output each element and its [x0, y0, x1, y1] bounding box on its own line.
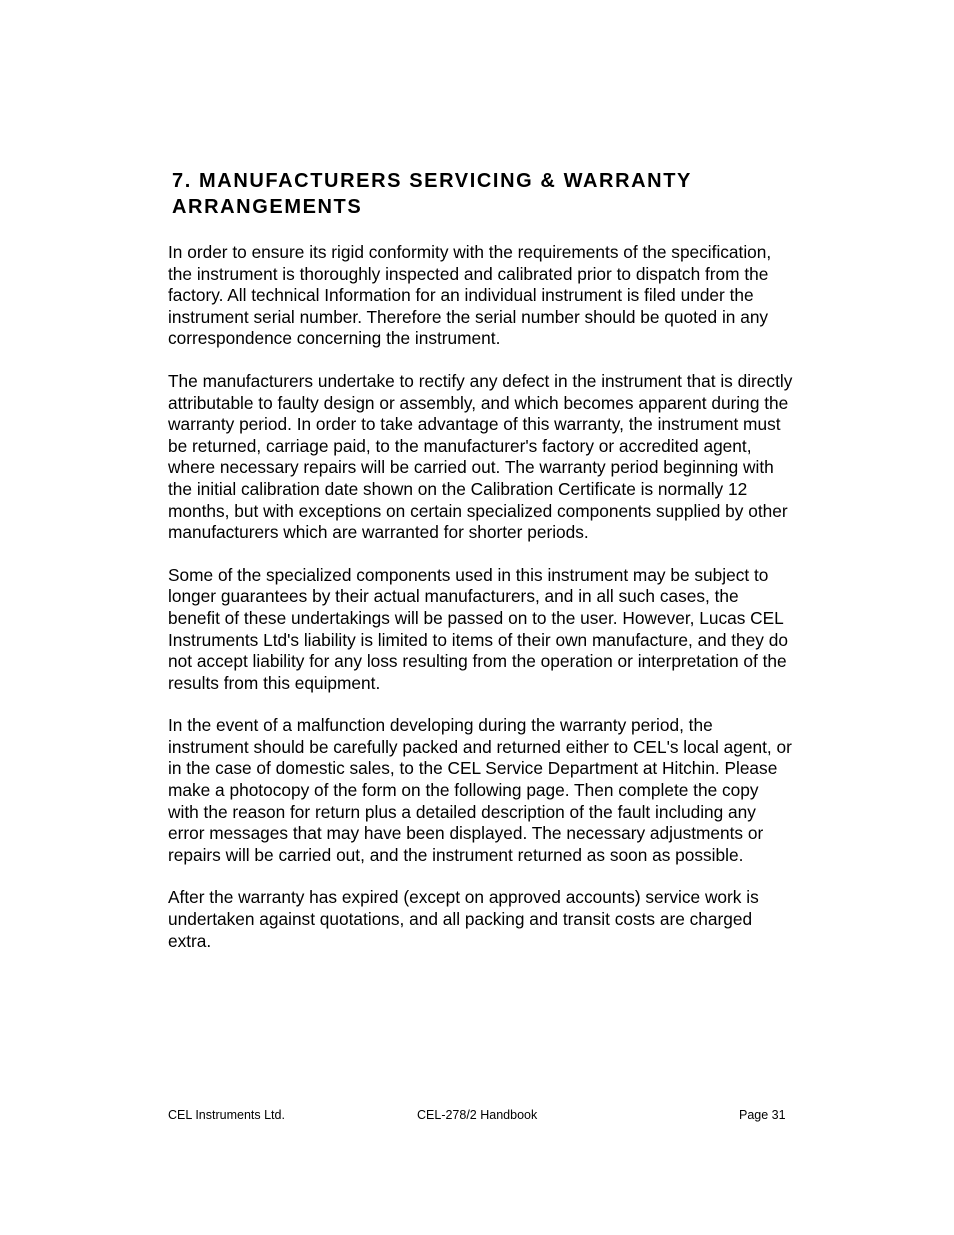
section-heading-line-2: ARRANGEMENTS — [172, 196, 363, 218]
section-heading-line-1: 7. MANUFACTURERS SERVICING & WARRANTY — [172, 170, 692, 192]
footer-page-number: Page 31 — [739, 1108, 786, 1122]
paragraph-conformity: In order to ensure its rigid conformity with the requirements of the specification, the instrument is thoroughly inspected and calibrated prior to dispatch from the factory. All technical Information for an individual instrument is filed under the instrument serial number. Therefore the serial number should be quoted in any correspondence concerning the instrument. — [168, 242, 772, 349]
paragraph-malfunction-return: In the event of a malfunction developing during the warranty period, the instrument should be carefully packed and returned either to CEL's local agent, or in the case of domestic sales, to the CEL Service Department at Hitchin. Please make a photocopy of the form on the following page. Then complete the copy with the reason for return plus a detailed description of the fault including any error messages that may have been displayed. The necessary adjustments or repairs will be carried out, and the instrument returned as soon as possible. — [168, 715, 792, 865]
paragraph-specialized-components: Some of the specialized components used in this instrument may be subject to longer guarantees by their actual manufacturers, and in all such cases, the benefit of these undertakings will be passed on to the user. However, Lucas CEL Instruments Ltd's liability is limited to items of their own manufacture, and they do not accept liability for any loss resulting from the operation or interpretation of the results from this equipment. — [168, 564, 788, 693]
section-heading — [172, 168, 792, 220]
footer-document-title: CEL-278/2 Handbook — [417, 1108, 538, 1122]
paragraph-warranty-defects: The manufacturers undertake to rectify any defect in the instrument that is directly attributable to faulty design or assembly, and which becomes apparent during the warranty period. In order to take advantage of this warranty, the instrument must be returned, carriage paid, to the manufacturer's factory or accredited agent, where necessary repairs will be carried out. The warranty period beginning with the initial calibration date shown on the Calibration Certificate is normally 12 months, but with exceptions on certain specialized components supplied by other manufacturers which are warranted for shorter periods. — [168, 370, 793, 543]
body-text — [168, 242, 793, 973]
paragraph-after-warranty: After the warranty has expired (except on approved accounts) service work is undertaken against quotations, and all packing and transit costs are charged extra. — [168, 887, 759, 951]
footer-company: CEL Instruments Ltd. — [168, 1108, 285, 1122]
